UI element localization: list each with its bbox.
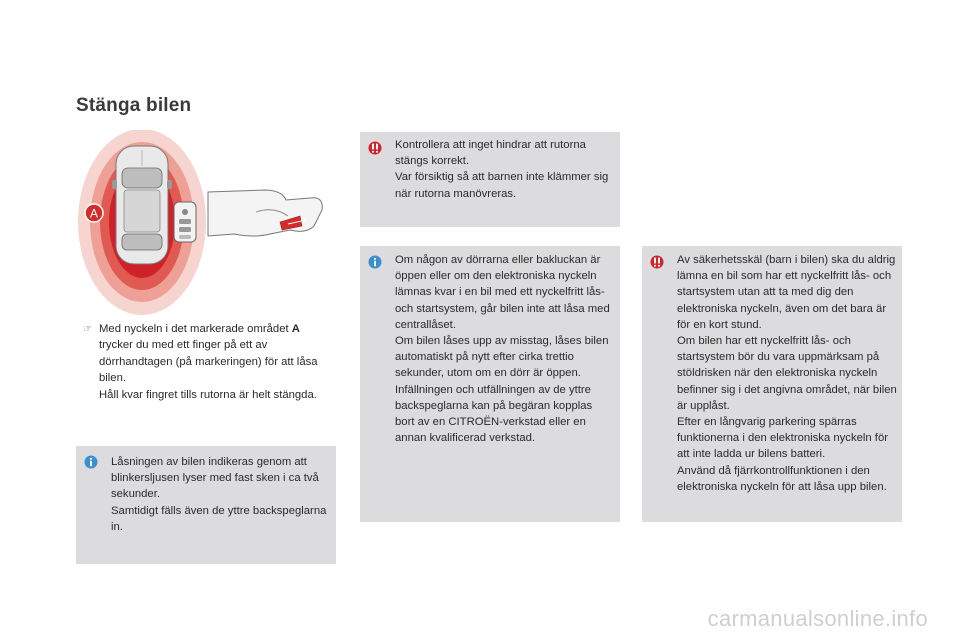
info-box-doors	[360, 246, 620, 522]
info-icon	[84, 455, 98, 469]
watermark: carmanualsonline.info	[707, 606, 928, 631]
warning-icon	[650, 255, 664, 269]
locking-instruction	[83, 321, 333, 403]
car-top-view	[112, 146, 172, 264]
pointing-hand-icon: ☞	[83, 324, 92, 335]
key-fob-icon	[174, 202, 196, 242]
zone-a-label: A	[89, 206, 99, 221]
page-title: Stänga bilen	[76, 95, 192, 116]
warning-windows-text: Kontrollera att inget hindrar att rutorna stängs korrekt. Var försiktig så att barnen inte klämmer sig när rutorna manövreras.	[395, 139, 609, 200]
warning-icon	[368, 141, 382, 155]
warning-box-safety	[642, 246, 902, 522]
info-box-locking	[76, 446, 336, 564]
info-doors-text: Om någon av dörrarna eller bakluckan är öppen eller om den elektroniska nyckeln lämnas kvar i en bil med ett nyckelfritt lås- och startsystem, går bilen inte att låsa med centrallåset. Om bilen låses upp av misstag, låses bilen automatiskt på nytt efter cirka trettio sekunder, utom om en dörr är öppen. Infällningen och utfällningen av de yttre backspeglarna kan på begäran kopplas bort av en CITROËN-verkstad eller en annan kvalificerad verkstad.	[395, 254, 610, 445]
car-zone-diagram	[74, 130, 336, 320]
hand-on-door-handle-icon	[208, 190, 322, 236]
instruction-text: Med nyckeln i det markerade området A trycker du med ett finger på ett av dörrhandtagen (på markeringen) för att låsa bilen. Håll kvar fingret tills rutorna är helt stängda.	[99, 323, 318, 401]
info-icon	[368, 255, 382, 269]
car-lock-illustration	[74, 130, 336, 320]
info-locking-text: Låsningen av bilen indikeras genom att blinkersljusen lyser med fast sken i ca två sekunder. Samtidigt fälls även de yttre backspeglarna in.	[111, 456, 327, 533]
warning-safety-text: Av säkerhetsskäl (barn i bilen) ska du aldrig lämna en bil som har ett nyckelfritt lås- och startsystem utan att ta med dig den elektroniska nyckeln, även om det bara är för en kort stund. Om bilen har ett nyckelfritt lås- och startsystem bör du vara uppmärksam på stöldrisken när den elektroniska nyckeln befinner sig i det angivna området, när bilen är upplåst. Efter en långvarig parkering spärras funktionerna i den elektroniska nyckeln för att inte ladda ur bilens batteri. Använd då fjärrkontrollfunktionen i den elektroniska nyckeln för att låsa upp bilen.	[677, 254, 897, 493]
warning-box-windows	[360, 132, 620, 227]
